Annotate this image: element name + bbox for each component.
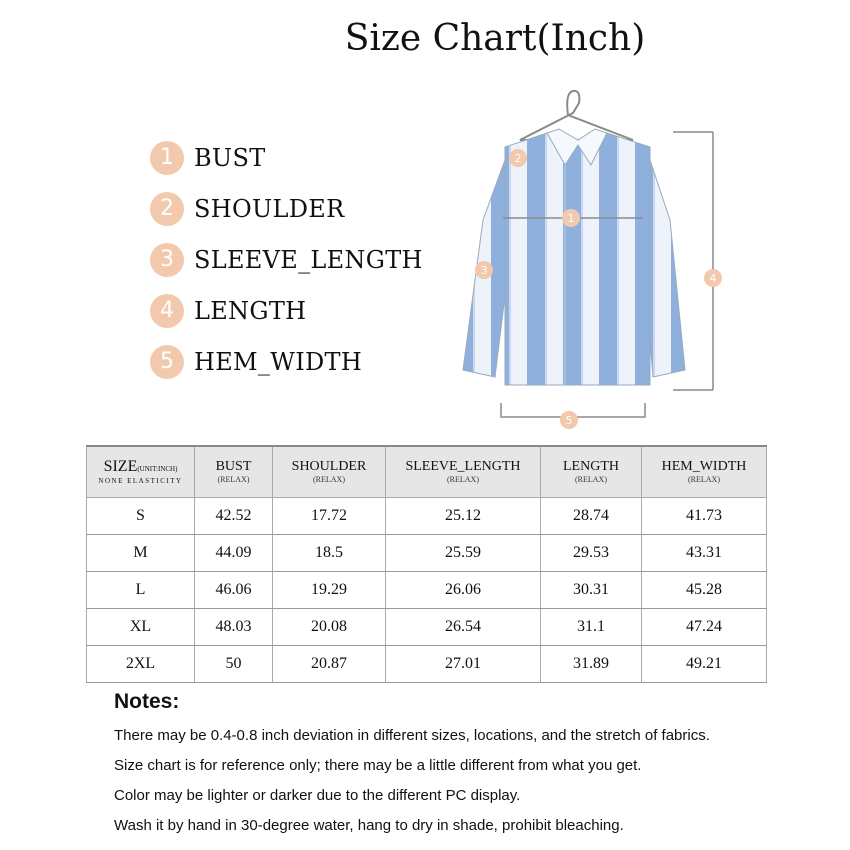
legend-label: BUST (194, 143, 266, 172)
marker-label: 2 (514, 152, 522, 165)
table-cell: 18.5 (273, 535, 386, 572)
table-cell: 29.53 (541, 535, 642, 572)
table-row (87, 498, 767, 535)
table-cell: 46.06 (195, 572, 273, 609)
table-cell: 31.1 (541, 609, 642, 646)
legend-number-badge: 5 (150, 345, 184, 379)
legend-item-shoulder (150, 183, 423, 234)
size-cell: M (87, 535, 195, 572)
shirt-body (505, 133, 650, 385)
size-cell: 2XL (87, 646, 195, 683)
note-line: Color may be lighter or darker due to the different PC display. (114, 787, 521, 804)
table-cell: 17.72 (273, 498, 386, 535)
legend-label: SHOULDER (194, 194, 345, 223)
table-header-row (87, 446, 767, 498)
legend-label: HEM_WIDTH (194, 347, 363, 376)
column-header-sleeve-length: SLEEVE_LENGTH (RELAX) (386, 446, 541, 498)
size-cell: S (87, 498, 195, 535)
column-header-shoulder: SHOULDER (RELAX) (273, 446, 386, 498)
page-title: Size Chart(Inch) (344, 18, 646, 59)
table-cell: 28.74 (541, 498, 642, 535)
table-cell: 47.24 (642, 609, 767, 646)
table-cell: 42.52 (195, 498, 273, 535)
table-cell: 20.08 (273, 609, 386, 646)
table-row (87, 646, 767, 683)
size-cell: L (87, 572, 195, 609)
note-line: Size chart is for reference only; there may be a little different from what you get. (114, 757, 642, 774)
table-cell: 19.29 (273, 572, 386, 609)
table-row (87, 535, 767, 572)
marker-sleeve-length (475, 261, 493, 279)
legend-number-badge: 4 (150, 294, 184, 328)
table-cell: 30.31 (541, 572, 642, 609)
column-header-length: LENGTH (RELAX) (541, 446, 642, 498)
legend-number-badge: 3 (150, 243, 184, 277)
marker-label: 1 (567, 212, 575, 225)
table-cell: 50 (195, 646, 273, 683)
legend-item-bust (150, 132, 423, 183)
marker-label: 4 (709, 272, 717, 285)
legend-label: SLEEVE_LENGTH (194, 245, 423, 274)
table-cell: 44.09 (195, 535, 273, 572)
table-cell: 25.12 (386, 498, 541, 535)
marker-hem-width (560, 411, 578, 429)
size-header-label: SIZE (103, 458, 138, 475)
column-header-hem-width: HEM_WIDTH (RELAX) (642, 446, 767, 498)
marker-label: 3 (480, 264, 488, 277)
legend-item-length (150, 285, 423, 336)
table-cell: 20.87 (273, 646, 386, 683)
size-chart-table (86, 445, 767, 683)
size-header-unit: (UNIT:INCH) (137, 465, 178, 473)
table-row (87, 609, 767, 646)
table-cell: 31.89 (541, 646, 642, 683)
table-row (87, 572, 767, 609)
size-column-header (87, 446, 195, 498)
table-cell: 26.06 (386, 572, 541, 609)
note-line: Wash it by hand in 30-degree water, hang to dry in shade, prohibit bleaching. (114, 817, 624, 834)
hanger-icon (520, 91, 633, 140)
legend-label: LENGTH (194, 296, 307, 325)
size-cell: XL (87, 609, 195, 646)
legend-number-badge: 1 (150, 141, 184, 175)
notes-section (114, 690, 710, 846)
marker-bust (562, 209, 580, 227)
marker-shoulder (509, 149, 527, 167)
marker-length (704, 269, 722, 287)
notes-title: Notes: (114, 690, 180, 713)
table-cell: 45.28 (642, 572, 767, 609)
table-cell: 43.31 (642, 535, 767, 572)
column-header-bust: BUST (RELAX) (195, 446, 273, 498)
table-cell: 48.03 (195, 609, 273, 646)
marker-label: 5 (565, 414, 573, 427)
table-cell: 49.21 (642, 646, 767, 683)
table-cell: 27.01 (386, 646, 541, 683)
size-header-note: NONE ELASTICITY (98, 477, 183, 485)
legend-number-badge: 2 (150, 192, 184, 226)
striped-shirt-diagram (455, 85, 735, 435)
legend-item-sleeve-length (150, 234, 423, 285)
measurement-legend (150, 132, 423, 387)
note-line: There may be 0.4-0.8 inch deviation in different sizes, locations, and the stretch of fabrics. (114, 727, 710, 744)
table-cell: 25.59 (386, 535, 541, 572)
table-cell: 26.54 (386, 609, 541, 646)
legend-item-hem-width (150, 336, 423, 387)
table-cell: 41.73 (642, 498, 767, 535)
